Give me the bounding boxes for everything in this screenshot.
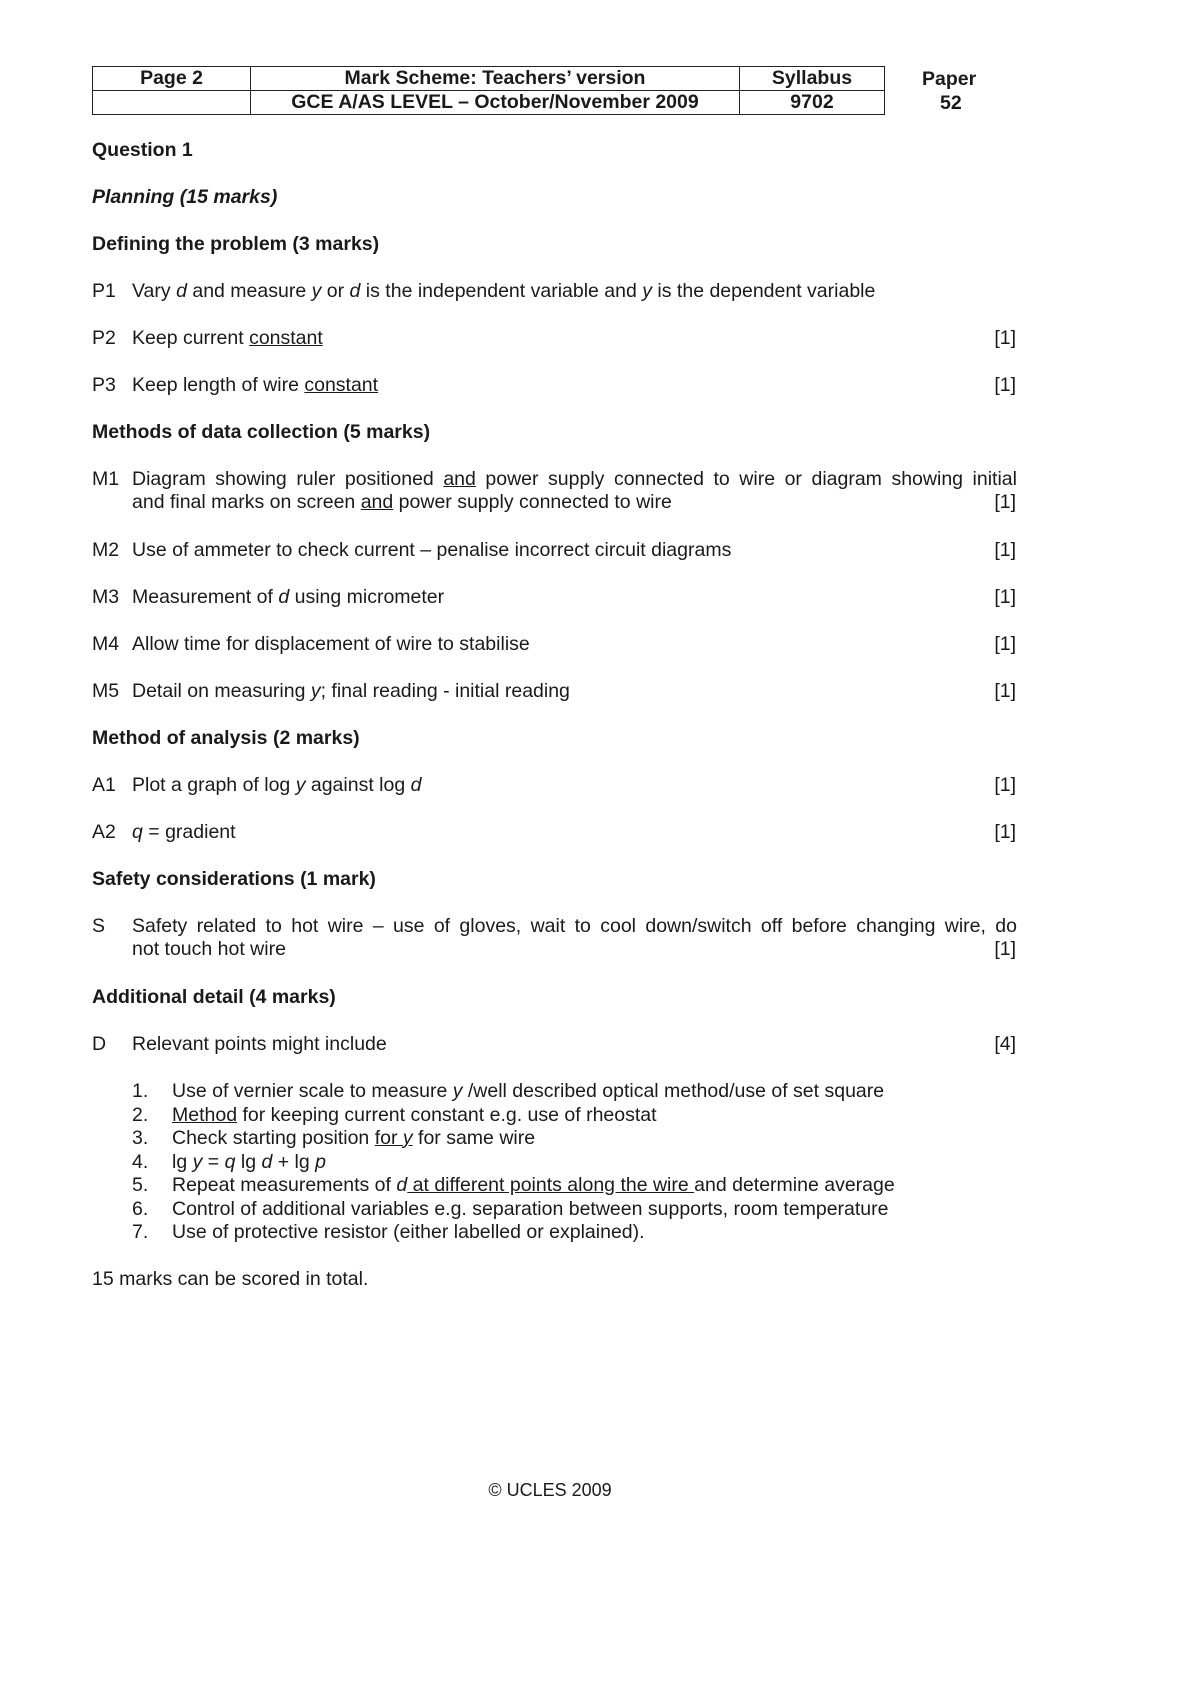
item-label-m4: M4 — [92, 633, 120, 655]
header-table — [92, 66, 885, 115]
item-text-m1-line1: Diagram showing ruler positioned and power supply connected to wire or diagram showing initial — [132, 468, 1017, 490]
defining-heading: Defining the problem (3 marks) — [92, 233, 380, 255]
list-item: Control of additional variables e.g. separation between supports, room temperature — [172, 1198, 889, 1220]
syllabus-label: Syllabus — [740, 67, 885, 91]
item-label-a1: A1 — [92, 774, 116, 796]
item-text-s-line2: not touch hot wire — [132, 938, 286, 960]
item-text-s-line1: Safety related to hot wire – use of gloves, wait to cool down/switch off before changing wire, do — [132, 915, 1017, 937]
syllabus-code: 9702 — [740, 91, 885, 115]
item-label-a2: A2 — [92, 821, 116, 843]
list-item: Use of protective resistor (either labelled or explained). — [172, 1221, 645, 1243]
item-text-a2: q = gradient — [132, 821, 236, 843]
item-label-p2: P2 — [92, 327, 116, 349]
item-label-s: S — [92, 915, 106, 937]
list-number: 4. — [132, 1151, 149, 1173]
methods-heading: Methods of data collection (5 marks) — [92, 421, 431, 443]
item-label-d: D — [92, 1033, 107, 1055]
item-text-m5: Detail on measuring y; final reading - initial reading — [132, 680, 570, 702]
item-label-p3: P3 — [92, 374, 116, 396]
item-label-m1: M1 — [92, 468, 120, 490]
paper-label: Paper — [922, 68, 977, 90]
list-item: Check starting position for y for same wire — [172, 1127, 536, 1149]
copyright-footer: © UCLES 2009 — [488, 1480, 612, 1500]
list-number: 7. — [132, 1221, 149, 1243]
item-label-p1: P1 — [92, 280, 116, 302]
item-text-d: Relevant points might include — [132, 1033, 387, 1055]
list-number: 5. — [132, 1174, 149, 1196]
mark-scheme-title: Mark Scheme: Teachers’ version — [251, 67, 740, 91]
mark-m2: [1] — [994, 539, 1016, 561]
mark-m5: [1] — [994, 680, 1016, 702]
safety-heading: Safety considerations (1 mark) — [92, 868, 376, 890]
item-text-p3: Keep length of wire constant — [132, 374, 379, 396]
additional-heading: Additional detail (4 marks) — [92, 986, 336, 1008]
analysis-heading: Method of analysis (2 marks) — [92, 727, 360, 749]
mark-p2: [1] — [994, 327, 1016, 349]
mark-a2: [1] — [994, 821, 1016, 843]
item-label-m5: M5 — [92, 680, 120, 702]
item-text-m1-line2: and final marks on screen and power supply connected to wire — [132, 491, 672, 513]
list-item: Method for keeping current constant e.g. use of rheostat — [172, 1104, 657, 1126]
item-text-a1: Plot a graph of log y against log d — [132, 774, 422, 796]
question-heading: Question 1 — [92, 139, 193, 161]
item-text-p2: Keep current constant — [132, 327, 323, 349]
item-label-m2: M2 — [92, 539, 120, 561]
exam-session: GCE A/AS LEVEL – October/November 2009 — [251, 91, 740, 115]
list-item: Repeat measurements of d at different points along the wire and determine average — [172, 1174, 895, 1196]
mark-s: [1] — [994, 938, 1016, 960]
item-text-m3: Measurement of d using micrometer — [132, 586, 445, 608]
item-text-p1: Vary d and measure y or d is the independent variable and y is the dependent variable — [132, 280, 876, 302]
list-number: 2. — [132, 1104, 149, 1126]
planning-heading: Planning (15 marks) — [92, 186, 278, 208]
item-label-m3: M3 — [92, 586, 120, 608]
list-number: 1. — [132, 1080, 149, 1102]
item-text-m4: Allow time for displacement of wire to stabilise — [132, 633, 530, 655]
total-marks-note: 15 marks can be scored in total. — [92, 1268, 369, 1290]
list-number: 6. — [132, 1198, 149, 1220]
list-item: lg y = q lg d + lg p — [172, 1151, 327, 1173]
page-blank-cell — [93, 91, 251, 115]
page-label: Page 2 — [93, 67, 251, 91]
mark-m1: [1] — [994, 491, 1016, 513]
mark-d: [4] — [994, 1033, 1016, 1055]
item-text-m2: Use of ammeter to check current – penalise incorrect circuit diagrams — [132, 539, 732, 561]
list-item: Use of vernier scale to measure y /well described optical method/use of set square — [172, 1080, 885, 1102]
mark-m3: [1] — [994, 586, 1016, 608]
list-number: 3. — [132, 1127, 149, 1149]
paper-number: 52 — [940, 92, 962, 114]
mark-p3: [1] — [994, 374, 1016, 396]
mark-a1: [1] — [994, 774, 1016, 796]
mark-m4: [1] — [994, 633, 1016, 655]
